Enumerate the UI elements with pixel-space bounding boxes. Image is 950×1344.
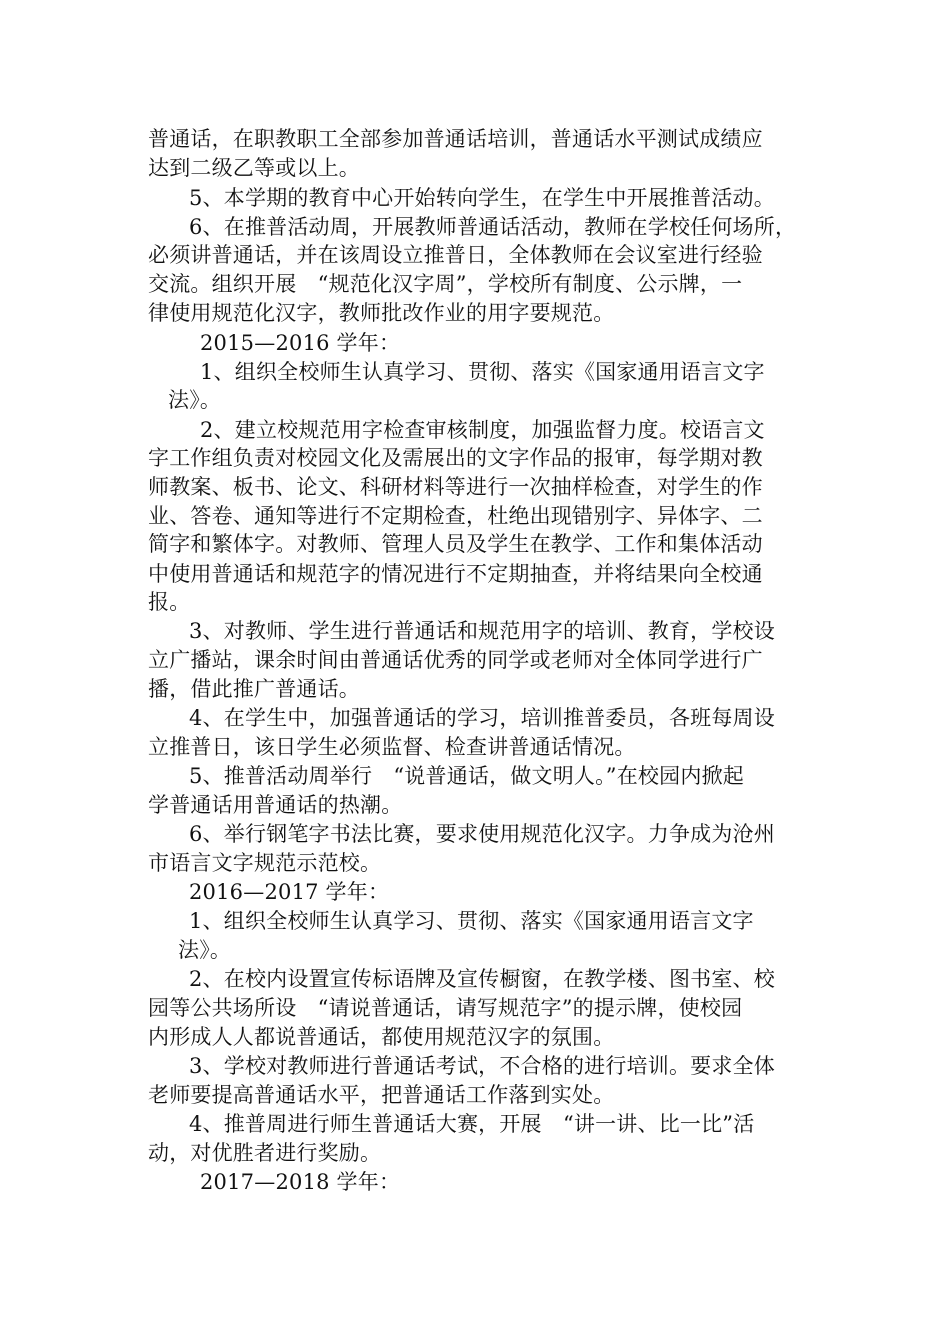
text-line: 2、建立校规范用字检查审核制度，加强监督力度。校语言文 <box>200 418 765 442</box>
text-line: 1、组织全校师生认真学习、贯彻、落实《国家通用语言文字 <box>189 909 754 933</box>
text-line: 业、答卷、通知等进行不定期检查，杜绝出现错别字、异体字、二 <box>148 504 763 528</box>
text-line: 律使用规范化汉字，教师批改作业的用字要规范。 <box>148 301 615 325</box>
text-line: 学普通话用普通话的热潮。 <box>148 793 403 817</box>
text-line: 内形成人人都说普通话，都使用规范汉字的氛围。 <box>148 1025 615 1049</box>
text-line: 老师要提高普通话水平，把普通话工作落到实处。 <box>148 1083 615 1107</box>
text-line: 简字和繁体字。对教师、管理人员及学生在教学、工作和集体活动 <box>148 532 763 556</box>
text-line: 达到二级乙等或以上。 <box>148 156 360 180</box>
text-line: 交流。组织开展 “规范化汉字周”，学校所有制度、公示牌，一 <box>148 272 743 296</box>
text-line: 1、组织全校师生认真学习、贯彻、落实《国家通用语言文字 <box>200 360 765 384</box>
text-line: 法》。 <box>168 388 222 412</box>
text-line: 动，对优胜者进行奖励。 <box>148 1141 382 1165</box>
text-line: 3、对教师、学生进行普通话和规范用字的培训、教育，学校设 <box>189 619 775 643</box>
text-line: 普通话，在职教职工全部参加普通话培训，普通话水平测试成绩应 <box>148 127 763 151</box>
text-line: 字工作组负责对校园文化及需展出的文字作品的报审，每学期对教 <box>148 446 763 470</box>
text-line: 6、举行钢笔字书法比赛，要求使用规范化汉字。力争成为沧州 <box>189 822 775 846</box>
text-line: 市语言文字规范示范校。 <box>148 851 382 875</box>
section-heading: 2015—2016 学年： <box>200 331 401 355</box>
text-line: 5、推普活动周举行 “说普通话，做文明人。”在校园内掀起 <box>189 764 744 788</box>
text-line: 园等公共场所设 “请说普通话，请写规范字”的提示牌，使校园 <box>148 996 743 1020</box>
text-line: 播，借此推广普通话。 <box>148 677 360 701</box>
section-heading: 2016—2017 学年： <box>189 880 390 904</box>
text-line: 中使用普通话和规范字的情况进行不定期抽查，并将结果向全校通 <box>148 562 763 586</box>
text-line: 6、在推普活动周，开展教师普通话活动，教师在学校任何场所， <box>189 215 797 239</box>
text-line: 必须讲普通话，并在该周设立推普日，全体教师在会议室进行经验 <box>148 243 763 267</box>
text-line: 3、学校对教师进行普通话考试，不合格的进行培训。要求全体 <box>189 1054 775 1078</box>
text-line: 4、推普周进行师生普通话大赛，开展 “讲一讲、比一比”活 <box>189 1112 755 1136</box>
text-line: 法》。 <box>178 938 232 962</box>
text-line: 报。 <box>148 590 191 614</box>
text-line: 2、在校内设置宣传标语牌及宣传橱窗，在教学楼、图书室、校 <box>189 967 775 991</box>
text-line: 4、在学生中，加强普通话的学习，培训推普委员，各班每周设 <box>189 706 775 730</box>
text-line: 5、本学期的教育中心开始转向学生，在学生中开展推普活动。 <box>189 186 775 210</box>
text-line: 师教案、板书、论文、科研材料等进行一次抽样检查，对学生的作 <box>148 475 763 499</box>
text-line: 立推普日，该日学生必须监督、检查讲普通话情况。 <box>148 735 636 759</box>
section-heading: 2017—2018 学年： <box>200 1170 401 1194</box>
text-line: 立广播站，课余时间由普通话优秀的同学或老师对全体同学进行广 <box>148 648 763 672</box>
